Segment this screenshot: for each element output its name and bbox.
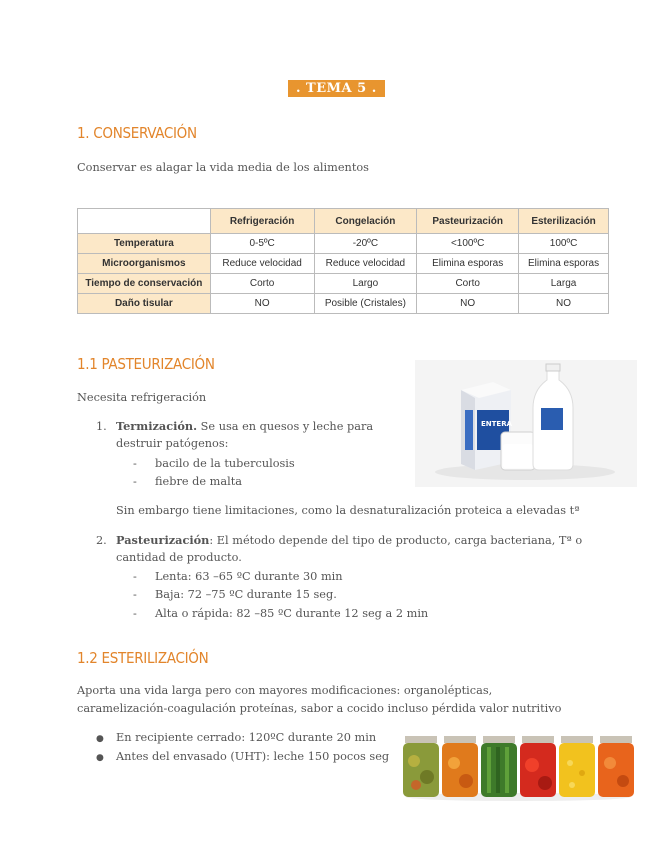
table-cell: Larga [519,274,609,294]
bullet-dot-icon: ● [96,753,104,763]
table-row [78,234,609,254]
section-title-esterilizacion: 1.2 ESTERILIZACIÓN [77,649,209,667]
table-header-cell: Pasteurización [417,209,519,234]
bullet-text: Antes del envasado (UHT): leche 150 pocos seg [116,750,390,763]
table-cell: Reduce velocidad [210,254,314,274]
item-text-cont: cantidad de producto. [116,551,242,564]
table-cell: 100ºC [519,234,609,254]
table-cell: Corto [210,274,314,294]
section-intro: Aporta una vida larga pero con mayores modificaciones: organolépticas, [77,684,493,697]
item-text: : El método depende del tipo de producto, carga bacteriana, Tª o [209,534,583,547]
table-header-cell: Congelación [314,209,417,234]
dash-icon: - [133,588,137,601]
term-bold: Termización. [116,419,198,433]
sub-item-text: fiebre de malta [155,475,242,488]
note-text: Sin embargo tiene limitaciones, como la desnaturalización proteica a elevadas tª [116,504,580,517]
bullet-text: En recipiente cerrado: 120ºC durante 20 min [116,731,377,744]
table-cell: Reduce velocidad [314,254,417,274]
section-title-pasteurizacion: 1.1 PASTEURIZACIÓN [77,355,215,373]
table-cell: Posible (Cristales) [314,294,417,314]
sub-item-text: Lenta: 63 –65 ºC durante 30 min [155,570,343,583]
table-cell: NO [417,294,519,314]
milk-carton-label: ENTERA [481,420,513,428]
item-text-cont: destruir patógenos: [116,437,229,450]
list-number: 2. [96,534,107,547]
dash-icon: - [133,475,137,488]
table-cell: <100ºC [417,234,519,254]
sub-item [133,586,337,604]
table-row-header: Tiempo de conservación [78,274,211,294]
table-cell: Corto [417,274,519,294]
sub-item [133,605,428,623]
table-header-row [78,209,609,234]
table-row-header: Microorganismos [78,254,211,274]
table-row [78,254,609,274]
dash-icon: - [133,570,137,583]
bullet-item [96,748,389,767]
bullet-item [96,729,376,748]
section-intro: Necesita refrigeración [77,391,207,404]
topic-tag: . TEMA 5 . [288,80,385,97]
term-bold: Pasteurización [116,533,210,547]
table-header-cell: Refrigeración [210,209,314,234]
list-number: 1. [96,420,107,433]
milk-image [415,360,637,487]
sub-item [133,568,343,586]
table-row-header: Daño tisular [78,294,211,314]
table-cell: NO [210,294,314,314]
table-row [78,274,609,294]
table-row [78,294,609,314]
table-cell: Elimina esporas [417,254,519,274]
preserved-jars-image [402,733,634,801]
item-text: Se usa en quesos y leche para [197,420,374,433]
section-intro: Conservar es alagar la vida media de los alimentos [77,161,369,174]
table-cell: Largo [314,274,417,294]
table-cell: -20ºC [314,234,417,254]
section-title-conservacion: 1. CONSERVACIÓN [77,124,197,142]
section-intro-cont: caramelización-coagulación proteínas, sabor a cocido incluso pérdida valor nutritivo [77,702,562,715]
bullet-dot-icon: ● [96,734,104,744]
sub-item-text: bacilo de la tuberculosis [155,457,295,470]
dash-icon: - [133,457,137,470]
sub-item-text: Alta o rápida: 82 –85 ºC durante 12 seg a 2 min [155,607,429,620]
list-item-pasteurizacion [96,531,582,550]
sub-item [133,455,295,473]
table-cell: NO [519,294,609,314]
table-cell: 0-5ºC [210,234,314,254]
table-header-cell [78,209,211,234]
sub-item-text: Baja: 72 –75 ºC durante 15 seg. [155,588,337,601]
list-item-termizacion [96,417,386,436]
dash-icon: - [133,607,137,620]
comparison-table [77,208,609,314]
table-row-header: Temperatura [78,234,211,254]
table-cell: Elimina esporas [519,254,609,274]
table-header-cell: Esterilización [519,209,609,234]
sub-item [133,473,242,491]
